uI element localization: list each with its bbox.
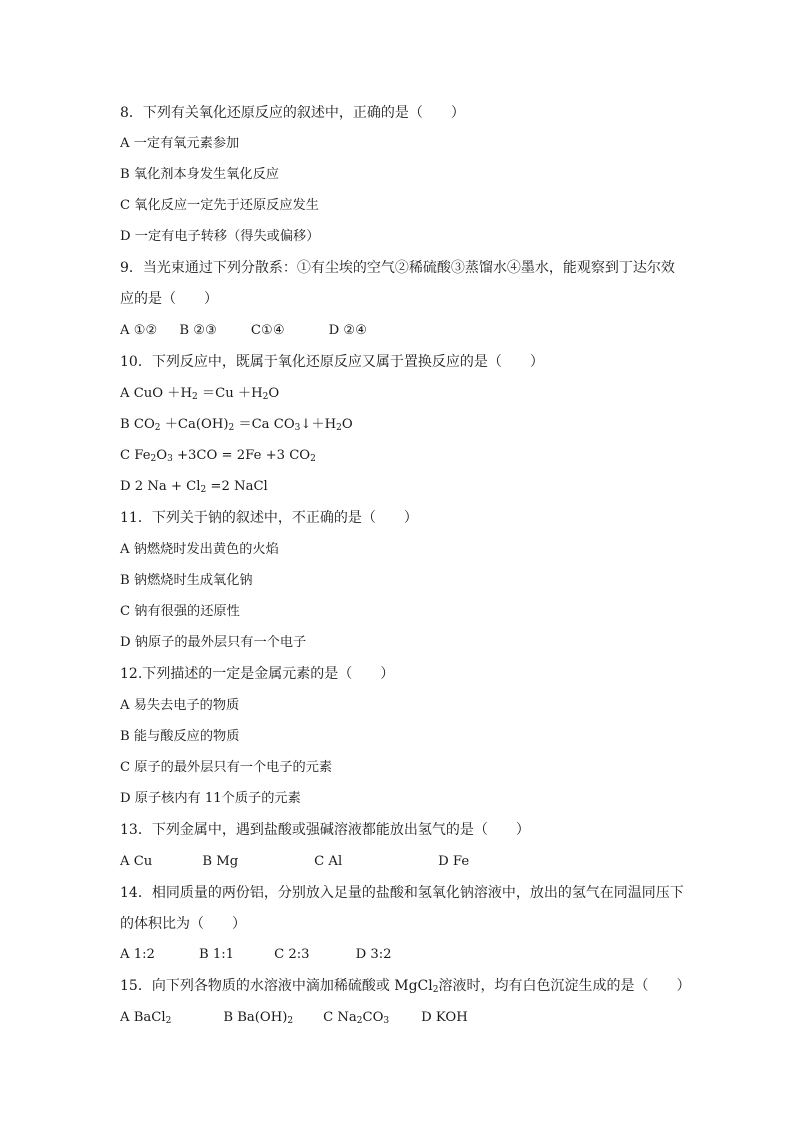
question-13-option-b: B Mg [202, 854, 239, 869]
formula-text: O [156, 448, 168, 463]
question-11-option-a: A 钠燃烧时发出黄色的火焰 [120, 542, 279, 557]
question-10-option-d [120, 478, 268, 496]
question-12-option-c: C 原子的最外层只有一个电子的元素 [120, 760, 333, 775]
subscript: 2 [192, 392, 198, 402]
question-8-option-d: D 一定有电子转移（得失或偏移） [120, 229, 320, 244]
subscript: 2 [310, 454, 316, 464]
subscript: 2 [228, 423, 235, 433]
question-15-options [120, 1009, 468, 1027]
question-14-option-d: D 3:2 [355, 947, 392, 962]
question-11-stem: 11．下列关于钠的叙述中，不正确的是（ ） [120, 510, 418, 526]
subscript: 2 [165, 1016, 172, 1026]
formula-text: B Ba(OH) [223, 1010, 288, 1025]
question-13-option-a: A Cu [120, 854, 153, 869]
question-8-option-c: C 氧化反应一定先于还原反应发生 [120, 198, 319, 213]
formula-text: ＝Cu ＋H [197, 386, 263, 401]
subscript: 2 [356, 1016, 363, 1026]
question-8-stem: 8．下列有关氧化还原反应的叙述中，正确的是（ ） [120, 105, 465, 121]
subscript: 2 [154, 423, 161, 433]
formula-text: D 2 Na + Cl [120, 479, 201, 494]
question-9-option-a: A ①② [120, 323, 158, 338]
question-14-options [120, 946, 392, 964]
subscript: 2 [336, 423, 342, 433]
formula-text: C Fe [120, 448, 151, 463]
formula-text: A CuO ＋H [120, 386, 192, 401]
subscript: 3 [383, 1016, 390, 1026]
formula-text: C Na [323, 1010, 357, 1025]
question-13-option-c: C Al [314, 854, 343, 869]
formula-text: O [268, 386, 280, 401]
question-9-stem-line1: 9．当光束通过下列分散系：①有尘埃的空气②稀硫酸③蒸馏水④墨水，能观察到丁达尔效 [120, 260, 675, 276]
formula-text: A BaCl [120, 1010, 166, 1025]
question-9-option-d: D ②④ [328, 323, 368, 338]
question-13-stem: 13．下列金属中，遇到盐酸或强碱溶液都能放出氢气的是（ ） [120, 822, 530, 838]
formula-text: O [341, 417, 353, 432]
formula-text: ↓＋H [300, 417, 337, 432]
question-9-option-c: C①④ [250, 323, 285, 338]
question-15-option-d [421, 1010, 468, 1025]
question-10-option-b [120, 416, 353, 434]
question-13-option-d: D Fe [438, 854, 470, 869]
question-13-options [120, 853, 469, 871]
subscript: 2 [150, 454, 157, 464]
subscript: 2 [200, 485, 207, 495]
question-8-option-b: B 氧化剂本身发生氧化反应 [120, 167, 279, 182]
question-9-stem-line2: 应的是（ ） [120, 291, 218, 307]
question-15-option-a [120, 1010, 171, 1025]
question-14-stem-line1: 14．相同质量的两份铝，分别放入足量的盐酸和氢氧化钠溶液中，放出的氢气在同温同压下 [120, 885, 684, 901]
question-11-option-d: D 钠原子的最外层只有一个电子 [120, 635, 307, 650]
question-15-option-b [223, 1010, 293, 1025]
subscript: 2 [432, 985, 439, 995]
question-8-option-a: A 一定有氧元素参加 [120, 136, 240, 151]
formula-text: ＝Ca CO [234, 417, 295, 432]
formula-text: +3CO = 2Fe +3 CO [172, 448, 311, 463]
formula-text: CO [362, 1010, 384, 1025]
question-12-option-d: D 原子核内有 11个质子的元素 [120, 791, 301, 806]
subscript: 3 [167, 454, 173, 464]
question-12-option-a: A 易失去电子的物质 [120, 698, 240, 713]
question-15-stem [120, 977, 690, 995]
formula-text: =2 NaCl [206, 479, 268, 494]
formula-text: B CO [120, 417, 155, 432]
question-11-option-b: B 钠燃烧时生成氧化钠 [120, 573, 253, 588]
question-9-options [120, 322, 367, 340]
formula-text: D KOH [421, 1010, 468, 1025]
question-11-option-c: C 钠有很强的还原性 [120, 604, 240, 619]
question-10-option-a [120, 385, 279, 403]
formula-text: ＋Ca(OH) [160, 417, 229, 432]
subscript: 2 [262, 392, 269, 402]
question-14-option-c: C 2:3 [274, 947, 310, 962]
question-12-stem: 12.下列描述的一定是金属元素的是（ ） [120, 666, 395, 682]
question-12-option-b: B 能与酸反应的物质 [120, 729, 240, 744]
question-10-stem: 10．下列反应中，既属于氧化还原反应又属于置换反应的是（ ） [120, 354, 544, 370]
question-9-option-b: B ②③ [179, 323, 217, 338]
question-15-option-c [323, 1010, 389, 1025]
subscript: 3 [294, 423, 301, 433]
question-14-option-b: B 1:1 [198, 947, 235, 962]
stem-text: 溶液时，均有白色沉淀生成的是（ ） [438, 978, 691, 994]
question-14-option-a: A 1:2 [120, 947, 155, 962]
stem-text: 15．向下列各物质的水溶液中滴加稀硫酸或 MgCl [120, 978, 433, 994]
subscript: 2 [287, 1016, 294, 1026]
question-10-option-c [120, 447, 316, 465]
question-14-stem-line2: 的体积比为（ ） [120, 916, 246, 932]
